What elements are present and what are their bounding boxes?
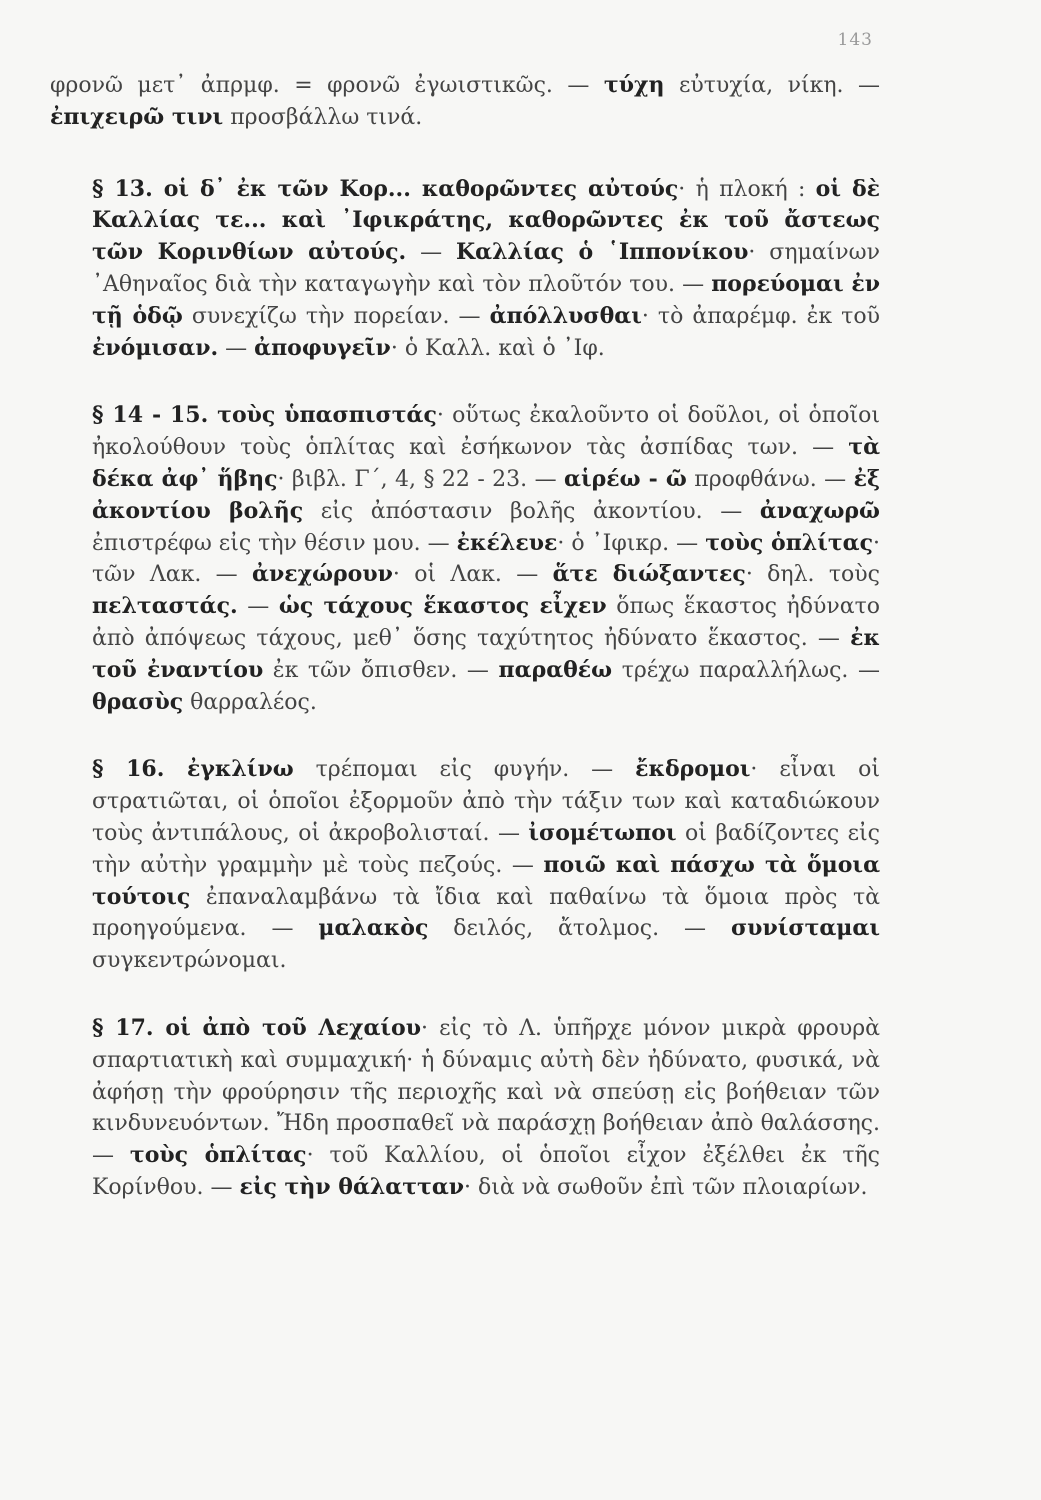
lemma-term: τύχη bbox=[603, 72, 665, 98]
gloss-text: δειλός, ἄτολμος. — bbox=[428, 916, 731, 942]
gloss-text: προφθάνω. — bbox=[686, 466, 854, 492]
lemma-term: θρασὺς bbox=[92, 688, 184, 715]
lemma-term: § 14 - 15. bbox=[92, 402, 218, 429]
lemma-term: ἀνεχώρουν bbox=[252, 561, 393, 588]
page-number: 143 bbox=[837, 30, 873, 50]
gloss-text: ὅπως ἕκαστος ἠδύνατο ἀπὸ ἀπόψεως τάχους, μεθ᾿ ὅσης ταχύτητος ἠδύνατο ἕκαστος. — bbox=[92, 594, 880, 651]
gloss-text: · διὰ νὰ σωθοῦν ἐπὶ τῶν πλοιαρίων. bbox=[464, 1174, 868, 1200]
lemma-term: ἀποφυγεῖν bbox=[254, 334, 391, 361]
gloss-text: · βιβλ. Γ΄, 4, § 22 - 23. — bbox=[277, 466, 565, 492]
gloss-text: · οἱ Λακ. — bbox=[392, 562, 553, 588]
gloss-text: — bbox=[406, 240, 457, 266]
gloss-text: εὐτυχία, νίκη. — bbox=[664, 73, 881, 98]
lemma-term: ἰσομέτωποι bbox=[528, 819, 677, 846]
gloss-text: · εἶναι οἱ στρατιῶται, οἱ ὁποῖοι ἐξορμοῦν ἀπὸ τὴν τάξιν των καὶ καταδιώκουν τοὺς ἀντιπάλους, οἱ ἀκροβολισταί. — bbox=[92, 757, 880, 846]
lemma-term: ἔκδρομοι bbox=[635, 756, 751, 783]
lemma-term: ὡς τάχους ἕκαστος εἶχεν bbox=[278, 593, 607, 620]
commentary-text bbox=[50, 70, 880, 1240]
lemma-term: αἱρέω - ῶ bbox=[564, 465, 687, 492]
lemma-term: πορεύομαι ἐν τῇ ὁδῷ bbox=[92, 270, 880, 329]
lemma-term: τοὺς ὁπλίτας bbox=[129, 1142, 307, 1169]
gloss-text: · ἡ πλοκή : bbox=[678, 176, 816, 202]
gloss-text: οἱ βαδίζοντες εἰς τὴν αὐτὴν γραμμὴν μὲ τοὺς πεζούς. — bbox=[92, 820, 881, 878]
lemma-term: ἐκέλευε bbox=[456, 529, 558, 556]
lemma-term: Καλλίας ὁ ῾Ιππονίκου bbox=[456, 239, 749, 266]
section-14-15-paragraph bbox=[50, 400, 880, 718]
gloss-text: · ὁ ᾿Ιφικρ. — bbox=[557, 530, 706, 556]
lemma-term: παραθέω bbox=[498, 656, 613, 683]
section-17-paragraph bbox=[50, 1013, 880, 1204]
gloss-text: — bbox=[218, 335, 255, 361]
lemma-term: τοὺς ὁπλίτας bbox=[705, 529, 874, 556]
gloss-text: τρέχω παραλλήλως. — bbox=[612, 657, 881, 683]
gloss-text: προσβάλλω τινά. bbox=[223, 104, 423, 130]
gloss-text: τρέπομαι εἰς φυγήν. — bbox=[293, 757, 636, 783]
lemma-term: οἱ δ᾿ ἐκ τῶν Κορ... καθορῶντες αὐτούς bbox=[163, 175, 679, 202]
lemma-term: οἱ δὲ Καλλίας τε... καὶ ᾿Ιφικράτης, καθορῶντες ἐκ τοῦ ἄστεως τῶν Κορινθίων αὐτούς. bbox=[92, 175, 880, 266]
lemma-term: ἐνόμισαν. bbox=[92, 334, 219, 361]
gloss-text: · τοῦ Καλλίου, οἱ ὁποῖοι εἶχον ἐξέλθει ἐκ τῆς Κορίνθου. — bbox=[92, 1143, 881, 1200]
gloss-text: ἐπαναλαμβάνω τὰ ἴδια καὶ παθαίνω τὰ ὅμοια πρὸς τὰ προηγούμενα. — bbox=[92, 884, 880, 942]
gloss-text: · οὕτως ἐκαλοῦντο οἱ δοῦλοι, οἱ ὁποῖοι ἠκολούθουν τοὺς ὁπλίτας καὶ ἐσήκωνον τὰς ἀσπίδας των. — bbox=[92, 403, 880, 461]
lemma-term: § 17. bbox=[92, 1014, 166, 1041]
gloss-text: θαρραλέος. bbox=[183, 689, 317, 715]
lemma-term: μαλακὸς bbox=[318, 915, 429, 942]
intro-paragraph bbox=[50, 70, 880, 134]
lemma-term: § 16. bbox=[92, 756, 187, 783]
lemma-term: ἐξ ἀκοντίου βολῆς bbox=[92, 465, 880, 524]
lemma-term: πελταστάς. bbox=[92, 593, 238, 620]
gloss-text: · τῶν Λακ. — bbox=[92, 530, 881, 588]
lemma-term: ἀναχωρῶ bbox=[759, 497, 880, 524]
gloss-text: · τὸ ἀπαρέμφ. ἐκ τοῦ bbox=[641, 303, 880, 329]
gloss-text: συνεχίζω τὴν πορείαν. — bbox=[182, 303, 490, 329]
gloss-text: ἐκ τῶν ὄπισθεν. — bbox=[263, 657, 499, 683]
gloss-text: · εἰς τὸ Λ. ὑπῆρχε μόνον μικρὰ φρουρὰ σπαρτιατικὴ καὶ συμμαχική· ἡ δύναμις αὐτὴ δὲν ἠδύνατο, φυσικά, νὰ ἀφήσῃ τὴν φρούρησιν τῆς περιοχῆς καὶ νὰ σπεύσῃ εἰς βοήθειαν τῶν κινδυνευόντων. Ἤδη προσπαθεῖ νὰ παράσχῃ βοήθειαν ἀπὸ θαλάσσης. — bbox=[92, 1015, 881, 1169]
lemma-term: εἰς τὴν θάλατταν bbox=[239, 1173, 465, 1200]
section-13-paragraph bbox=[50, 174, 880, 365]
lemma-term: ποιῶ καὶ πάσχω τὰ ὅμοια τούτοις bbox=[92, 851, 880, 910]
lemma-term: ἐγκλίνω bbox=[186, 756, 294, 783]
gloss-text: συγκεντρώνομαι. bbox=[92, 948, 287, 974]
lemma-term: ἀπόλλυσθαι bbox=[489, 302, 642, 329]
gloss-text: · ὁ Καλλ. καὶ ὁ ᾿Ιφ. bbox=[390, 335, 605, 361]
lemma-term: τὰ δέκα ἀφ᾿ ἥβης bbox=[92, 434, 880, 492]
gloss-text: εἰς ἀπόστασιν βολῆς ἀκοντίου. — bbox=[303, 498, 760, 524]
gloss-text: φρονῶ μετ᾿ ἀπρμφ. = φρονῶ ἐγωιστικῶς. — bbox=[50, 73, 604, 98]
gloss-text: · σημαίνων ᾿Αθηναῖος διὰ τὴν καταγωγὴν καὶ τὸν πλοῦτόν του. — bbox=[92, 240, 880, 297]
lemma-term: ἅτε διώξαντες bbox=[552, 561, 746, 588]
lemma-term: § 13. bbox=[92, 175, 164, 202]
gloss-text: ἐπιστρέφω εἰς τὴν θέσιν μου. — bbox=[92, 530, 457, 556]
gloss-text: · δηλ. τοὺς bbox=[745, 562, 880, 588]
lemma-term: οἱ ἀπὸ τοῦ Λεχαίου bbox=[165, 1014, 421, 1041]
lemma-term: ἐκ τοῦ ἐναντίου bbox=[92, 624, 880, 683]
lemma-term: τοὺς ὑπασπιστάς bbox=[217, 402, 437, 429]
lemma-term: συνίσταμαι bbox=[730, 915, 880, 942]
lemma-term: ἐπιχειρῶ τινι bbox=[50, 103, 224, 130]
section-16-paragraph bbox=[50, 754, 880, 977]
gloss-text: — bbox=[237, 594, 279, 620]
